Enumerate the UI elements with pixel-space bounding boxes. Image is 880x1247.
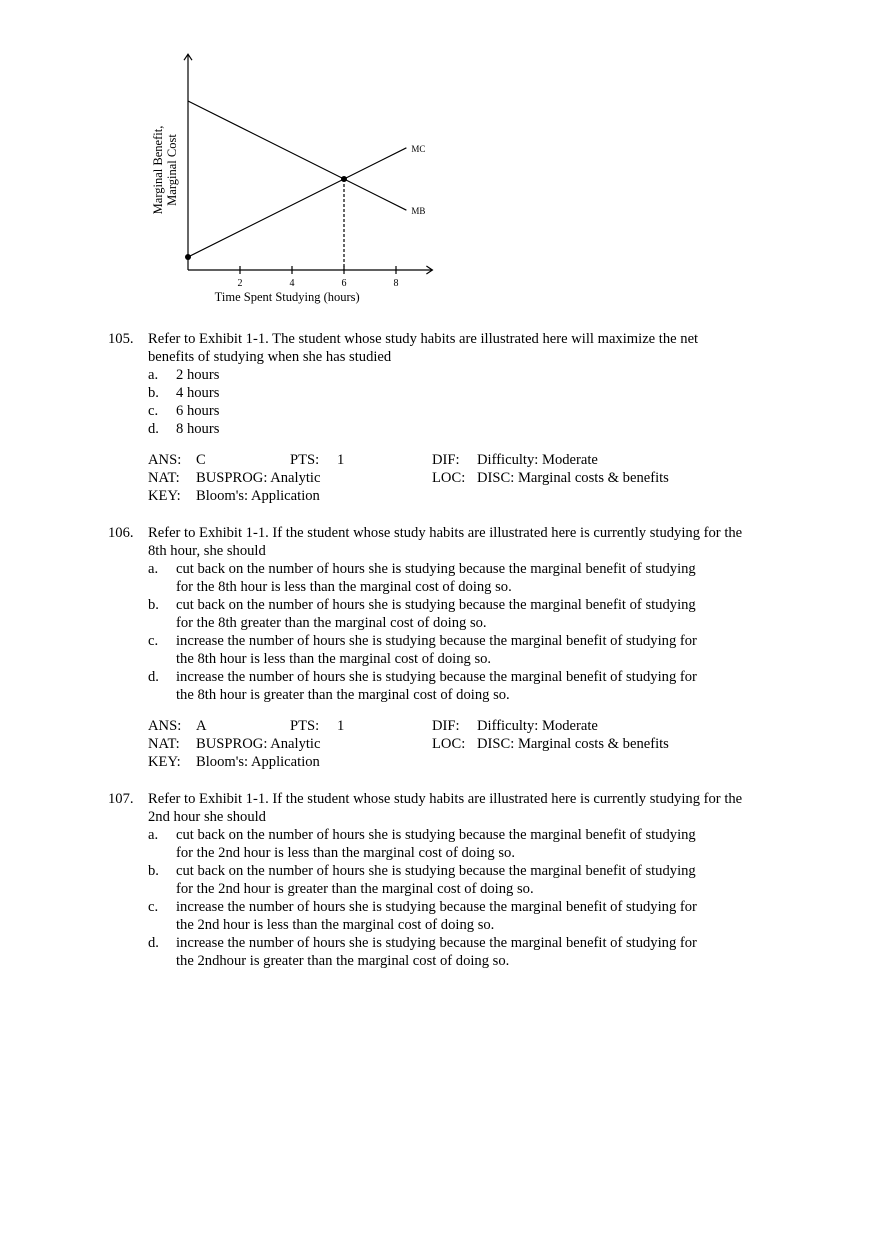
option-text-line: 2 hours (176, 367, 220, 383)
option-letter: a. (148, 827, 159, 843)
meta-nat-label: NAT: (148, 736, 180, 752)
meta-dif-label: DIF: (432, 718, 460, 734)
option-letter: d. (148, 669, 159, 685)
question-stem (148, 330, 828, 366)
option-letter: b. (148, 385, 159, 401)
question-stem (148, 790, 828, 826)
question-105 (108, 330, 828, 505)
x-tick-label: 6 (341, 278, 347, 289)
answer-option-d (148, 420, 828, 438)
answer-option-b (148, 862, 828, 898)
y-axis-label: Marginal Benefit, (151, 125, 165, 215)
option-text-line: increase the number of hours she is studying because the marginal benefit of studying for (176, 633, 697, 649)
option-text-line: cut back on the number of hours she is studying because the marginal benefit of studying (176, 827, 696, 843)
option-text-line: the 8th hour is less than the marginal cost of doing so. (176, 651, 492, 667)
meta-pts-label: PTS: (290, 718, 320, 734)
meta-pts: 1 (337, 452, 345, 468)
meta-key: Bloom's: Application (196, 488, 320, 504)
option-text-line: the 2ndhour is greater than the marginal cost of doing so. (176, 953, 510, 969)
option-letter: a. (148, 561, 159, 577)
option-letter: c. (148, 633, 159, 649)
option-text-line: for the 8th greater than the marginal cost of doing so. (176, 615, 487, 631)
series-label-mb: MB (411, 206, 426, 217)
option-letter: c. (148, 899, 159, 915)
question-number: 105. (108, 331, 134, 347)
meta-dif: Difficulty: Moderate (477, 452, 598, 468)
meta-loc: DISC: Marginal costs & benefits (477, 736, 669, 752)
stem-line: Refer to Exhibit 1-1. If the student whose study habits are illustrated here is currently studying for the (148, 791, 743, 807)
answer-option-c (148, 402, 828, 420)
x-axis-label: Time Spent Studying (hours) (214, 290, 360, 304)
question-stem (148, 524, 828, 560)
stem-line: Refer to Exhibit 1-1. If the student whose study habits are illustrated here is currently studying for the (148, 525, 743, 541)
meta-key-label: KEY: (148, 754, 181, 770)
question-107 (108, 790, 828, 970)
meta-nat-label: NAT: (148, 470, 180, 486)
option-text-line: the 8th hour is greater than the marginal cost of doing so. (176, 687, 510, 703)
meta-ans-label: ANS: (148, 718, 182, 734)
option-text-line: 4 hours (176, 385, 220, 401)
question-metadata (148, 451, 828, 505)
question-number: 106. (108, 525, 134, 541)
option-letter: a. (148, 367, 159, 383)
stem-line: benefits of studying when she has studied (148, 349, 392, 365)
meta-dif: Difficulty: Moderate (477, 718, 598, 734)
option-text-line: increase the number of hours she is studying because the marginal benefit of studying for (176, 669, 697, 685)
option-text-line: for the 8th hour is less than the marginal cost of doing so. (176, 579, 512, 595)
option-letter: d. (148, 421, 159, 437)
question-metadata (148, 717, 828, 771)
meta-key: Bloom's: Application (196, 754, 320, 770)
data-point (341, 176, 347, 182)
y-axis-label: Marginal Cost (165, 134, 179, 206)
option-text-line: the 2nd hour is less than the marginal cost of doing so. (176, 917, 495, 933)
option-text-line: 6 hours (176, 403, 220, 419)
meta-loc: DISC: Marginal costs & benefits (477, 470, 669, 486)
exhibit-chart (0, 0, 880, 320)
answer-option-c (148, 898, 828, 934)
meta-loc-label: LOC: (432, 736, 466, 752)
answer-option-b (148, 384, 828, 402)
data-point (185, 254, 191, 260)
x-tick-label: 4 (289, 278, 295, 289)
answer-option-d (148, 668, 828, 704)
answer-option-d (148, 934, 828, 970)
series-line-mb (188, 101, 406, 210)
option-letter: d. (148, 935, 159, 951)
option-letter: b. (148, 597, 159, 613)
answer-option-a (148, 560, 828, 596)
x-tick-label: 8 (393, 278, 399, 289)
x-tick-label: 2 (237, 278, 243, 289)
option-letter: b. (148, 863, 159, 879)
option-text-line: 8 hours (176, 421, 220, 437)
series-line-mc (188, 148, 406, 257)
meta-ans-label: ANS: (148, 452, 182, 468)
meta-ans: C (196, 452, 206, 468)
stem-line: 8th hour, she should (148, 543, 266, 559)
meta-dif-label: DIF: (432, 452, 460, 468)
option-text-line: cut back on the number of hours she is studying because the marginal benefit of studying (176, 561, 696, 577)
stem-line: Refer to Exhibit 1-1. The student whose study habits are illustrated here will maximize the net (148, 331, 699, 347)
series-label-mc: MC (411, 143, 426, 154)
option-text-line: increase the number of hours she is studying because the marginal benefit of studying for (176, 899, 697, 915)
question-106 (108, 524, 828, 771)
stem-line: 2nd hour she should (148, 809, 266, 825)
option-text-line: cut back on the number of hours she is studying because the marginal benefit of studying (176, 597, 696, 613)
option-text-line: for the 2nd hour is greater than the marginal cost of doing so. (176, 881, 534, 897)
meta-key-label: KEY: (148, 488, 181, 504)
answer-option-b (148, 596, 828, 632)
option-text-line: increase the number of hours she is studying because the marginal benefit of studying for (176, 935, 697, 951)
meta-pts-label: PTS: (290, 452, 320, 468)
meta-ans: A (196, 718, 207, 734)
option-text-line: cut back on the number of hours she is studying because the marginal benefit of studying (176, 863, 696, 879)
answer-option-a (148, 366, 828, 384)
option-letter: c. (148, 403, 159, 419)
meta-nat: BUSPROG: Analytic (196, 736, 321, 752)
meta-pts: 1 (337, 718, 345, 734)
question-number: 107. (108, 791, 134, 807)
answer-option-a (148, 826, 828, 862)
answer-option-c (148, 632, 828, 668)
meta-nat: BUSPROG: Analytic (196, 470, 321, 486)
option-text-line: for the 2nd hour is less than the marginal cost of doing so. (176, 845, 515, 861)
meta-loc-label: LOC: (432, 470, 466, 486)
